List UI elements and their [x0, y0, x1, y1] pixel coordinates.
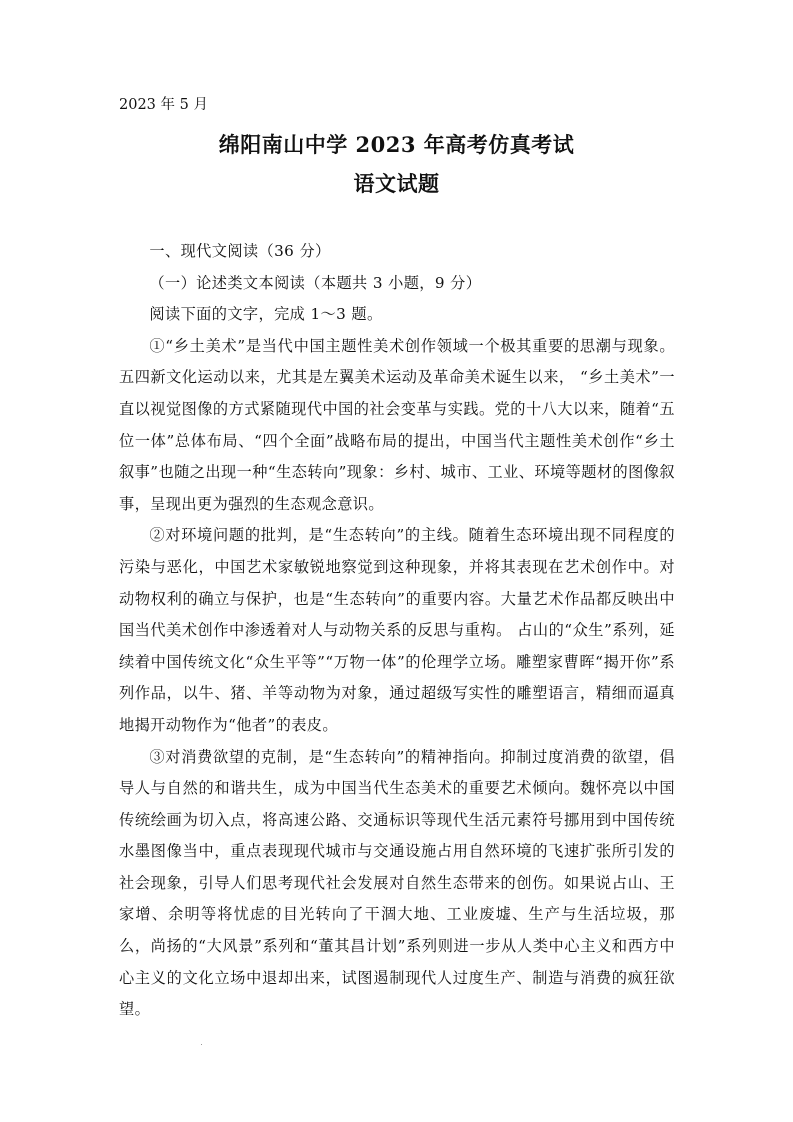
subsection-heading: （一）论述类文本阅读（本题共 3 小题，9 分）	[149, 273, 482, 292]
exam-date: 2023 年 5 月	[119, 97, 208, 113]
part-heading: 一、现代文阅读（36 分）	[149, 242, 331, 260]
paragraph-1: ①“乡土美术”是当代中国主题性美术创作领域一个极其重要的思潮与现象。五四新文化运动以来，尤其是左翼美术运动及革命美术诞生以来， “乡土美术”一直以视觉图像的方式紧随现代中国的社会变革与实践。党的十八大以来，随着“五位一体”总体布局、“四个全面”战略布局的提出，中国当代主题性美术创作“乡土叙事”也随之出现一种“生态转向”现象：乡村、城市、工业、环境等题材的图像叙事，呈现出更为强烈的生态观念意识。	[119, 336, 675, 513]
paragraph-3: ③对消费欲望的克制，是“生态转向”的精神指向。抑制过度消费的欲望，倡导人与自然的和谐共生，成为中国当代生态美术的重要艺术倾向。魏怀亮以中国传统绘画为切入点，将高速公路、交通标识等现代生活元素符号挪用到中国传统水墨图像当中，重点表现现代城市与交通设施占用自然环境的飞速扩张所引发的社会现象，引导人们思考现代社会发展对自然生态带来的创伤。如果说占山、王家增、余明等将忧虑的目光转向了干涸大地、工业废墟、生产与生活垃圾，那么，尚扬的“大风景”系列和“董其昌计划”系列则进一步从人类中心主义和西方中心主义的文化立场中退却出来，试图遏制现代人过度生产、制造与消费的疯狂欲望。	[119, 747, 675, 1019]
instruction-text: 阅读下面的文字，完成 1～3 题。	[149, 305, 383, 324]
reading-section	[119, 236, 675, 1026]
scan-speck	[201, 1044, 202, 1045]
exam-subtitle: 语文试题	[353, 171, 440, 196]
paragraph-2: ②对环境问题的批判，是“生态转向”的主线。随着生态环境出现不同程度的污染与恶化，中国艺术家敏锐地察觉到这种现象，并将其表现在艺术创作中。对动物权利的确立与保护，也是“生态转向”的重要内容。大量艺术作品都反映出中国当代美术创作中渗透着对人与动物关系的反思与重构。 占山的“众生”系列，延续着中国传统文化“众生平等”“万物一体”的伦理学立场。雕塑家曹晖“揭开你”系列作品，以牛、猪、羊等动物为对象，通过超级写实性的雕塑语言，精细而逼真地揭开动物作为“他者”的表皮。	[119, 526, 675, 734]
exam-title: 绵阳南山中学 2023 年高考仿真考试	[218, 132, 575, 157]
